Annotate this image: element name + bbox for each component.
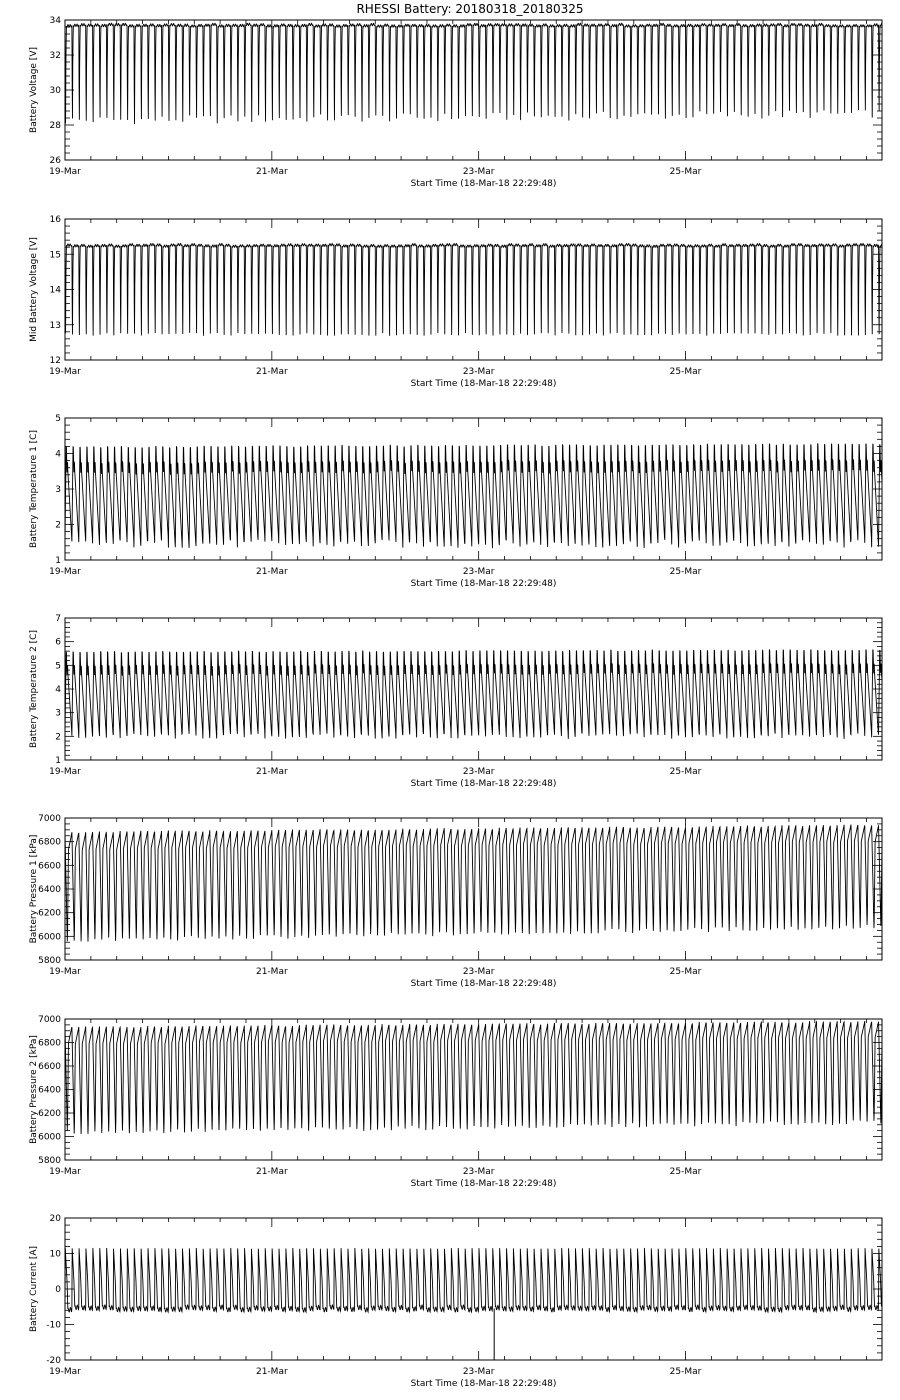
- x-tick-label: 25-Mar: [669, 1167, 702, 1177]
- y-tick-label: 6800: [38, 1038, 61, 1049]
- y-axis-label: Battery Current [A]: [29, 1245, 39, 1333]
- y-tick-label: 5800: [38, 956, 61, 966]
- x-tick-label: 25-Mar: [669, 367, 702, 377]
- x-tick-label: 19-Mar: [49, 367, 81, 377]
- x-tick-label: 23-Mar: [462, 1367, 495, 1377]
- x-tick-label: 23-Mar: [462, 767, 495, 777]
- y-tick-label: 10: [49, 1249, 61, 1260]
- y-tick-label: 6200: [38, 1109, 61, 1119]
- y-tick-label: -20: [46, 1356, 61, 1366]
- x-axis-label: Start Time (18-Mar-18 22:29:48): [410, 979, 557, 989]
- x-tick-label: 23-Mar: [462, 967, 495, 977]
- x-tick-label: 25-Mar: [669, 567, 702, 577]
- y-axis-label: Battery Temperature 2 [C]: [29, 630, 39, 748]
- y-tick-label: 2: [55, 520, 61, 531]
- y-tick-label: 6000: [38, 932, 61, 943]
- y-tick-label: 20: [49, 1214, 61, 1224]
- x-axis-label: Start Time (18-Mar-18 22:29:48): [410, 179, 557, 189]
- y-tick-label: 6800: [38, 837, 61, 848]
- x-axis-label: Start Time (18-Mar-18 22:29:48): [410, 379, 557, 389]
- y-axis-label: Battery Temperature 1 [C]: [29, 430, 39, 548]
- y-tick-label: 34: [49, 16, 61, 26]
- y-tick-label: 5: [55, 414, 61, 424]
- y-axis-label: Battery Pressure 1 [kPa]: [29, 834, 39, 944]
- y-tick-label: 0: [55, 1285, 61, 1295]
- y-tick-label: 15: [49, 250, 61, 261]
- x-tick-label: 21-Mar: [255, 567, 288, 577]
- y-tick-label: 32: [49, 51, 61, 61]
- y-tick-label: 2: [55, 732, 61, 743]
- x-tick-label: 25-Mar: [669, 1367, 702, 1377]
- x-tick-label: 23-Mar: [462, 1167, 495, 1177]
- y-tick-label: 5800: [38, 1156, 61, 1166]
- y-tick-label: 26: [49, 156, 61, 166]
- y-tick-label: 16: [49, 215, 61, 225]
- x-axis-label: Start Time (18-Mar-18 22:29:48): [410, 779, 557, 789]
- x-tick-label: 25-Mar: [669, 167, 702, 177]
- y-tick-label: 7000: [38, 1015, 61, 1025]
- y-tick-label: 6400: [38, 1085, 61, 1096]
- y-axis-label: Battery Voltage [V]: [29, 47, 39, 133]
- x-tick-label: 21-Mar: [255, 767, 288, 777]
- x-tick-label: 25-Mar: [669, 967, 702, 977]
- x-axis-label: Start Time (18-Mar-18 22:29:48): [410, 1379, 557, 1389]
- x-tick-label: 23-Mar: [462, 167, 495, 177]
- y-tick-label: 28: [49, 121, 61, 131]
- x-tick-label: 21-Mar: [255, 967, 288, 977]
- x-tick-label: 23-Mar: [462, 367, 495, 377]
- x-tick-label: 21-Mar: [255, 1167, 288, 1177]
- x-tick-label: 19-Mar: [49, 967, 81, 977]
- x-tick-label: 23-Mar: [462, 567, 495, 577]
- y-tick-label: 1: [55, 556, 61, 566]
- x-tick-label: 19-Mar: [49, 1367, 81, 1377]
- y-tick-label: 4: [55, 685, 61, 695]
- y-tick-label: 14: [49, 285, 61, 296]
- y-tick-label: 6600: [38, 861, 61, 872]
- x-tick-label: 21-Mar: [255, 1367, 288, 1377]
- y-tick-label: 6400: [38, 885, 61, 895]
- y-tick-label: 6600: [38, 1062, 61, 1072]
- y-tick-label: 30: [49, 86, 61, 96]
- y-axis-label: Battery Pressure 2 [kPa]: [29, 1035, 39, 1144]
- y-tick-label: 13: [49, 320, 61, 331]
- x-tick-label: 19-Mar: [49, 767, 81, 777]
- figure-title: RHESSI Battery: 20180318_20180325: [356, 2, 584, 16]
- x-axis-label: Start Time (18-Mar-18 22:29:48): [410, 579, 557, 589]
- y-tick-label: 3: [55, 485, 61, 495]
- x-tick-label: 25-Mar: [669, 767, 702, 777]
- y-axis-label: Mid Battery Voltage [V]: [29, 237, 39, 342]
- y-tick-label: 3: [55, 708, 61, 719]
- y-tick-label: 6200: [38, 908, 61, 919]
- x-tick-label: 21-Mar: [255, 167, 288, 177]
- y-tick-label: 7000: [38, 814, 61, 824]
- y-tick-label: 5: [55, 661, 61, 672]
- y-tick-label: 6: [55, 637, 61, 648]
- y-tick-label: 1: [55, 756, 61, 766]
- x-tick-label: 19-Mar: [49, 1167, 81, 1177]
- y-tick-label: 4: [55, 449, 61, 460]
- y-tick-label: 12: [49, 356, 61, 366]
- x-axis-label: Start Time (18-Mar-18 22:29:48): [410, 1179, 557, 1189]
- x-tick-label: 21-Mar: [255, 367, 288, 377]
- x-tick-label: 19-Mar: [49, 167, 81, 177]
- y-tick-label: -10: [46, 1320, 61, 1331]
- y-tick-label: 6000: [38, 1132, 61, 1143]
- y-tick-label: 7: [55, 614, 61, 624]
- x-tick-label: 19-Mar: [49, 567, 81, 577]
